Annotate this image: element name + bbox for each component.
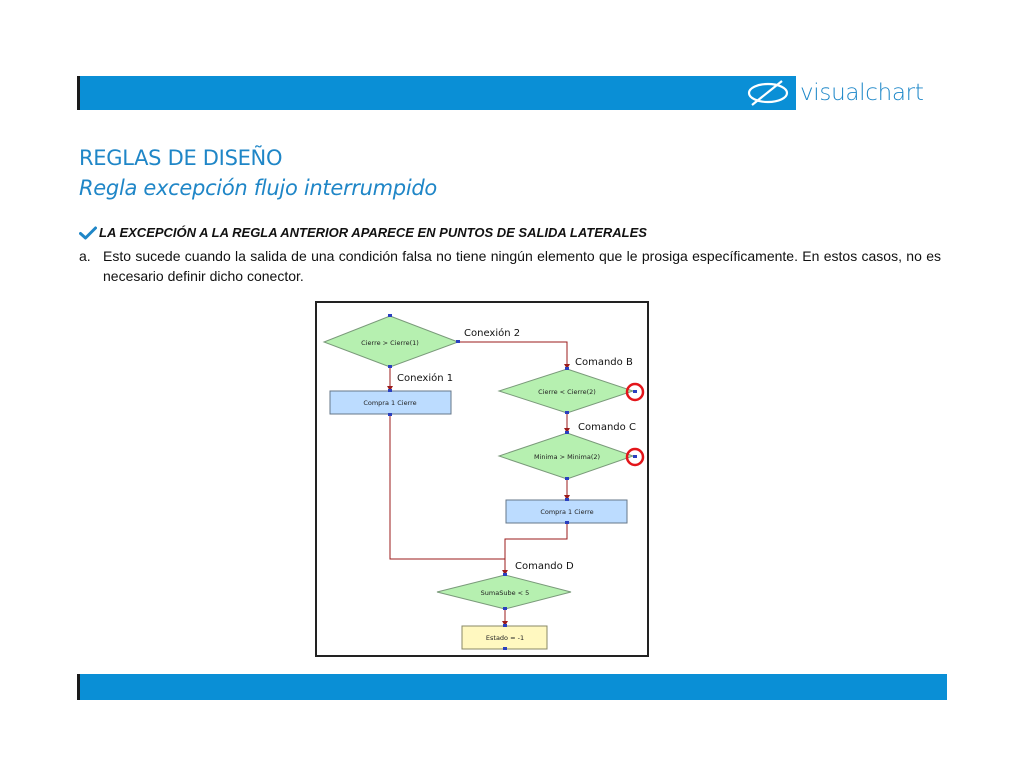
bullet-text: LA EXCEPCIÓN A LA REGLA ANTERIOR APARECE EN PUNTOS DE SALIDA LATERALES — [99, 225, 647, 240]
paragraph-a — [79, 246, 941, 286]
flowchart-diagram — [315, 301, 649, 657]
footer-bar — [77, 674, 947, 700]
page-title: REGLAS DE DISEÑO — [79, 146, 283, 170]
end-label: Estado = -1 — [485, 634, 525, 642]
visualchart-logo-icon — [744, 78, 790, 108]
paragraph-text: Esto sucede cuando la salida de una condición falsa no tiene ningún elemento que le prosiga específicamente. En estos casos, no es necesario definir dicho conector. — [103, 248, 941, 284]
bullet-heading — [79, 225, 647, 240]
check-icon — [79, 226, 97, 240]
label-conexion-2: Conexión 2 — [464, 328, 521, 339]
page-subtitle: Regla excepción flujo interrumpido — [79, 176, 437, 200]
cond1-label: Cierre > Cierre(1) — [361, 339, 419, 347]
paragraph-label: a. — [79, 248, 91, 264]
label-comando-c: Comando C — [578, 422, 636, 433]
cmd1-label: Compra 1 Cierre — [363, 399, 417, 407]
condC-label: Minima > Minima(2) — [533, 453, 601, 461]
condB-label: Cierre < Cierre(2) — [538, 388, 596, 396]
label-comando-d: Comando D — [515, 561, 574, 572]
brand-name: visualchart — [800, 80, 924, 106]
cmd2-label: Compra 1 Cierre — [540, 508, 594, 516]
label-conexion-1: Conexión 1 — [397, 373, 454, 384]
condD-label: SumaSube < 5 — [480, 589, 530, 597]
label-comando-b: Comando B — [575, 357, 633, 368]
brand-logo — [796, 76, 947, 110]
